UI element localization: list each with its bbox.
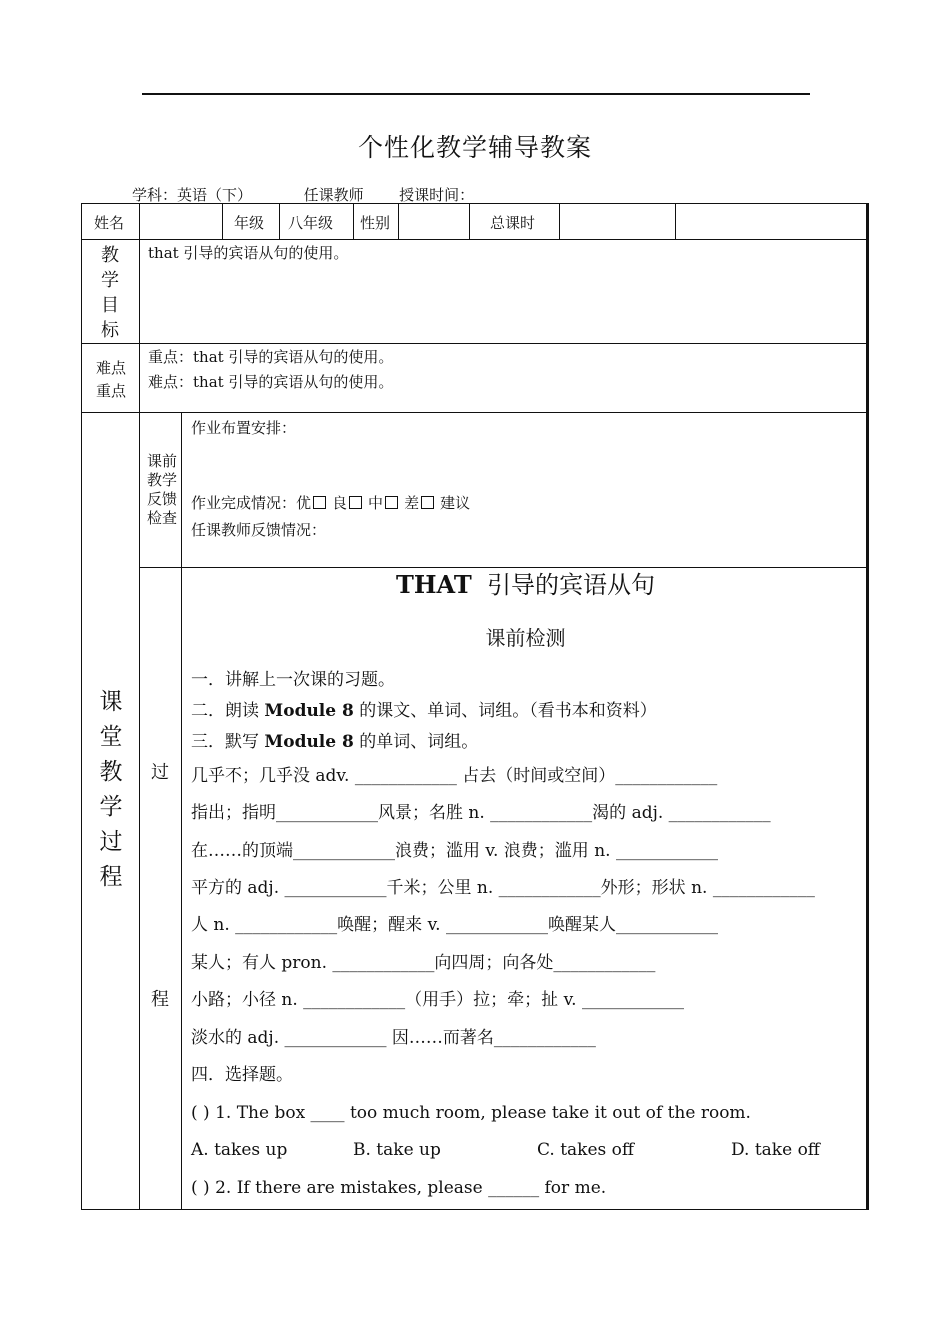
- question-2: ( ) 2. If there are mistakes, please ______ for me.: [191, 1178, 607, 1198]
- homework-label: 作业布置安排：: [191, 419, 297, 437]
- vocab-line: 在……的顶端____________浪费；滥用 v. 浪费；滥用 n. ____________: [191, 841, 718, 861]
- question-1: ( ) 1. The box ____ too much room, please take it out of the room.: [191, 1103, 751, 1123]
- row-divider: [81, 412, 869, 413]
- q1-option-b: B. take up: [353, 1140, 441, 1160]
- q1-option-c: C. takes off: [537, 1140, 634, 1160]
- objective-label: 教 学 目 标: [101, 245, 119, 341]
- row-divider: [81, 239, 869, 240]
- vocab-line: 人 n. ____________唤醒；醒来 v. ____________唤醒某人____________: [191, 915, 718, 935]
- document-title: 个性化教学辅导教案: [357, 133, 592, 162]
- vocab-line: 指出；指明____________风景；名胜 n. ____________渴的 adj. ____________: [191, 803, 771, 823]
- sub-label-cheng: 程: [151, 989, 169, 1010]
- grade-label: 年级: [234, 214, 265, 232]
- meta-line: [132, 184, 474, 205]
- col-divider: [222, 203, 223, 239]
- process-label: 课 堂 教 学 过 程: [99, 689, 123, 890]
- teacher-label: 任课教师: [303, 186, 364, 204]
- completion-row: 作业完成情况：优 良 中 差 建议: [191, 494, 471, 512]
- vocab-line: 某人；有人 pron. ____________向四周；向各处____________: [191, 953, 656, 973]
- focus-text: 重点：that 引导的宾语从句的使用。: [148, 348, 394, 366]
- name-label: 姓名: [94, 214, 125, 232]
- gender-label: 性别: [360, 214, 391, 232]
- col-divider: [675, 203, 676, 239]
- lesson-title: THAT 引导的宾语从句: [396, 570, 655, 599]
- step-1: 一．讲解上一次课的习题。: [191, 670, 395, 690]
- step-2: 二．朗读 Module 8 的课文、单词、词组。（看书本和资料）: [191, 701, 657, 721]
- subject-label: 学科：英语（下）: [132, 186, 253, 204]
- q1-option-d: D. take off: [731, 1140, 820, 1160]
- time-label: 授课时间：: [399, 186, 475, 204]
- vocab-line: 小路；小径 n. ____________（用手）拉；牵；扯 v. ____________: [191, 990, 684, 1010]
- poor-checkbox[interactable]: [421, 496, 434, 509]
- col-divider: [469, 203, 470, 239]
- good-checkbox[interactable]: [349, 496, 362, 509]
- grade-value: 八年级: [288, 214, 334, 232]
- sub-label-guo: 过: [151, 762, 169, 783]
- col-divider: [279, 203, 280, 239]
- header-rule: [142, 93, 810, 95]
- objective-text: that 引导的宾语从句的使用。: [148, 244, 349, 262]
- lesson-subtitle: 课前检测: [485, 626, 566, 650]
- teacher-feedback-label: 任课教师反馈情况：: [191, 521, 327, 539]
- q1-option-a: A. takes up: [191, 1140, 288, 1160]
- fair-checkbox[interactable]: [385, 496, 398, 509]
- col-divider: [398, 203, 399, 239]
- step-3: 三．默写 Module 8 的单词、词组。: [191, 732, 479, 752]
- col-divider: [139, 412, 140, 1210]
- difficulty-text: 难点：that 引导的宾语从句的使用。: [148, 373, 394, 391]
- col-divider: [139, 203, 140, 412]
- row-divider: [139, 567, 869, 568]
- col-divider: [181, 412, 182, 1210]
- row-divider: [81, 343, 869, 344]
- step-4: 四．选择题。: [191, 1065, 293, 1085]
- feedback-label: 课前 教学 反馈 检查: [146, 452, 177, 527]
- excellent-checkbox[interactable]: [313, 496, 326, 509]
- vocab-line: 淡水的 adj. ____________ 因……而著名____________: [191, 1028, 596, 1048]
- keypoints-label: 难点 重点: [95, 359, 126, 400]
- col-divider: [559, 203, 560, 239]
- vocab-line: 平方的 adj. ____________千米；公里 n. ____________外形；形状 n. ____________: [191, 878, 815, 898]
- col-divider: [353, 203, 354, 239]
- total-hours-label: 总课时: [490, 214, 536, 232]
- vocab-line: 几乎不；几乎没 adv. ____________ 占去（时间或空间）____________: [191, 766, 718, 786]
